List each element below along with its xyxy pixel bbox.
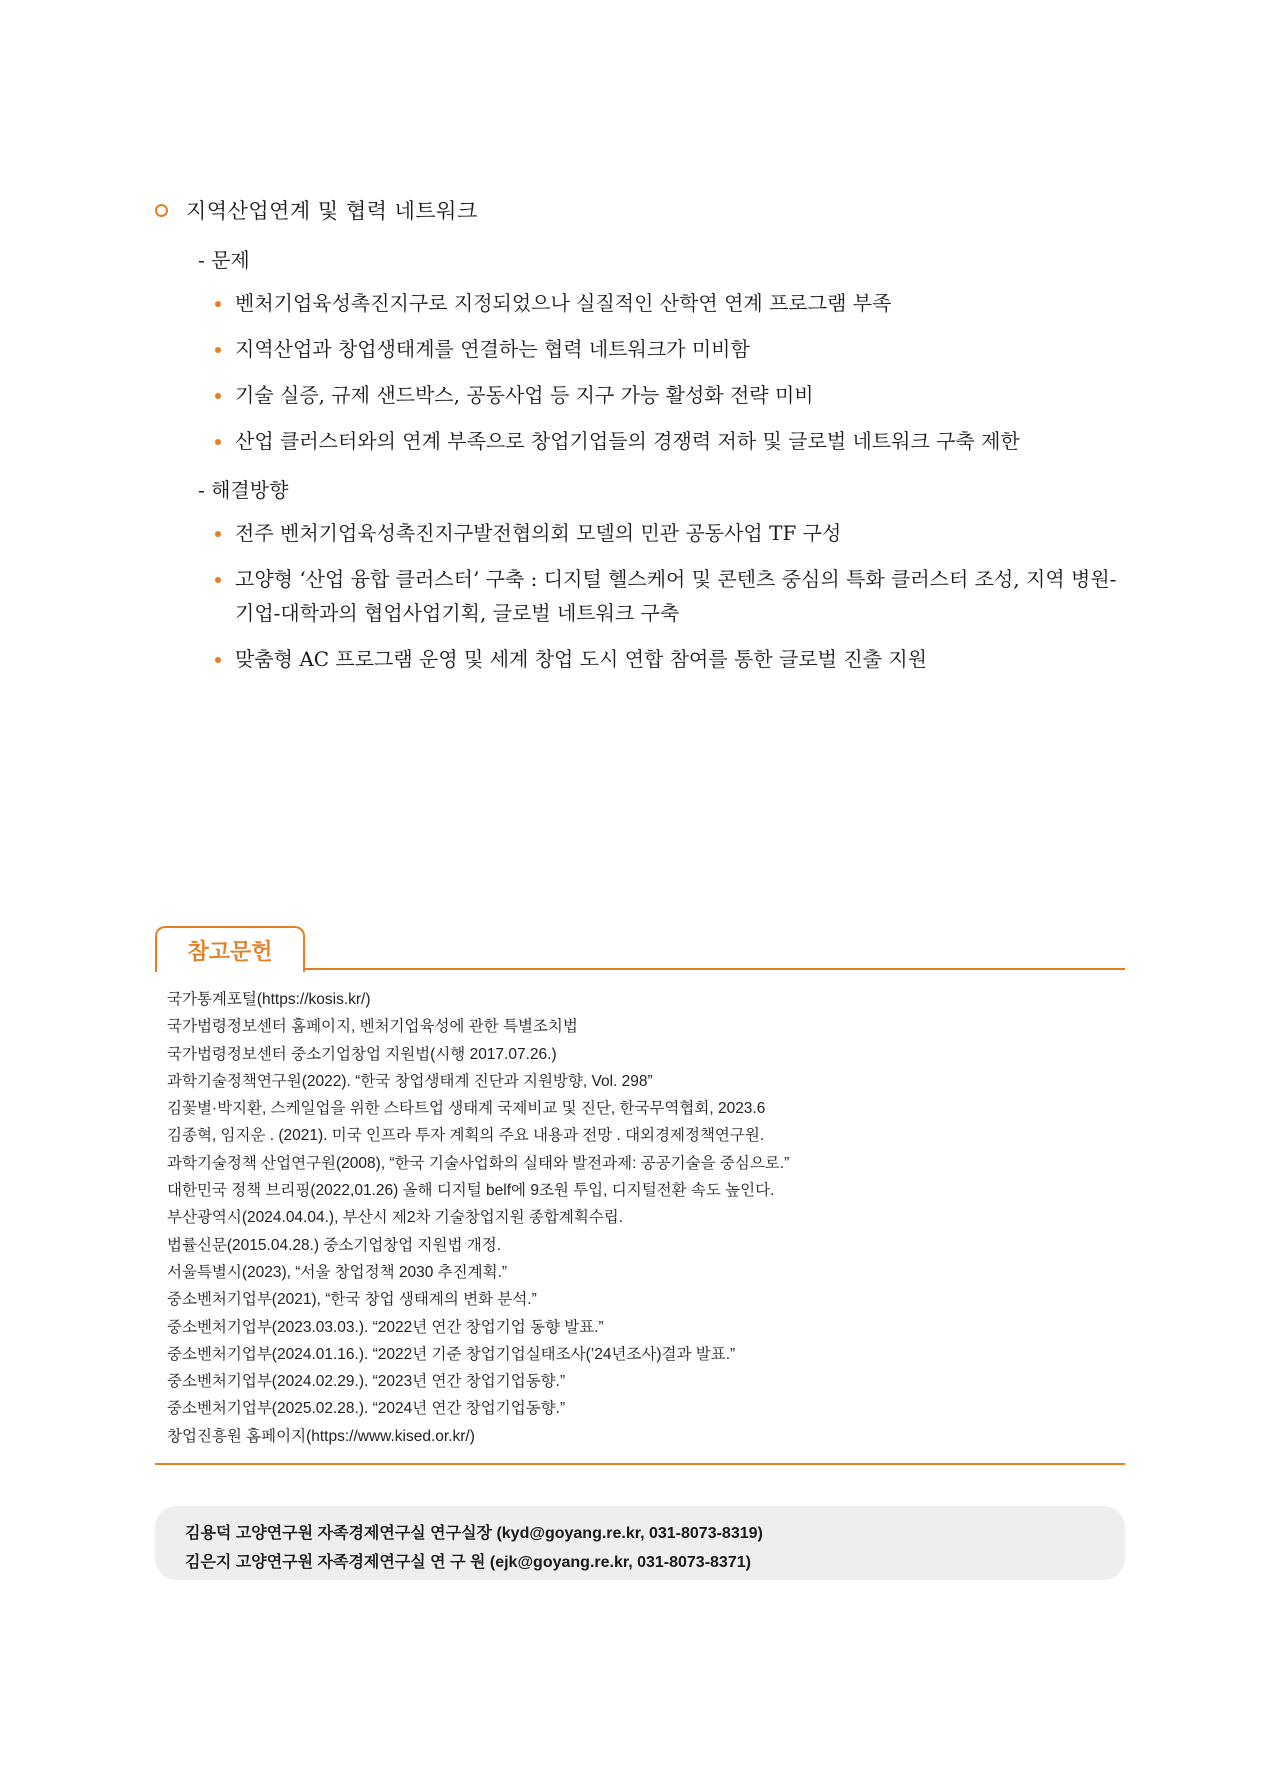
author-line: 김용덕 고양연구원 자족경제연구실 연구실장 (kyd@goyang.re.kr, 031-8073-8319) [185, 1525, 763, 1542]
references-tab [155, 926, 305, 972]
reference-item: 국가통계포털(https://kosis.kr/) [167, 991, 371, 1008]
references-bottom-divider [155, 1463, 1125, 1465]
reference-item: 과학기술정책 산업연구원(2008), “한국 기술사업화의 실태와 발전과제: 공공기술을 중심으로.” [167, 1154, 790, 1172]
section-title: 지역산업연계 및 협력 네트워크 [186, 199, 478, 223]
reference-item: 과학기술정책연구원(2022). “한국 창업생태계 진단과 지원방향, Vol. 298” [167, 1072, 653, 1090]
solution-label: - 해결방향 [198, 478, 289, 502]
bullet-dot-icon [215, 347, 221, 353]
reference-item: 부산광역시(2024.04.04.), 부산시 제2차 기술창업지원 종합계획수립. [167, 1209, 624, 1227]
bullet-dot-icon [215, 301, 221, 307]
section-heading [155, 195, 478, 225]
solution-item: 맞춤형 AC 프로그램 운영 및 세계 창업 도시 연합 참여를 통한 글로벌 진출 지원 [215, 642, 1135, 676]
reference-item: 대한민국 정책 브리핑(2022,01.26) 올해 디지털 belf에 9조원 투입, 디지털전환 속도 높인다. [167, 1182, 775, 1200]
bullet-dot-icon [215, 657, 221, 663]
reference-item: 국가법령정보센터 중소기업창업 지원법(시행 2017.07.26.) [167, 1045, 557, 1063]
author-line: 김은지 고양연구원 자족경제연구실 연 구 원 (ejk@goyang.re.kr, 031-8073-8371) [185, 1554, 751, 1571]
reference-item: 중소벤처기업부(2025.02.28.). “2024년 연간 창업기업동향.” [167, 1400, 566, 1418]
reference-item: 중소벤처기업부(2023.03.03.). “2022년 연간 창업기업 동향 발표.” [167, 1318, 604, 1336]
problem-label: - 문제 [198, 248, 250, 272]
author-info-box [155, 1506, 1125, 1580]
solution-item: 고양형 ‘산업 융합 클러스터’ 구축 : 디지털 헬스케어 및 콘텐츠 중심의 특화 클러스터 조성, 지역 병원-기업-대학과의 협업사업기획, 글로벌 네트워크 구축 [215, 562, 1135, 630]
reference-item: 김꽃별·박지환, 스케일업을 위한 스타트업 생태계 국제비교 및 진단, 한국무역협회, 2023.6 [167, 1100, 766, 1118]
reference-item: 중소벤처기업부(2024.02.29.). “2023년 연간 창업기업동향.” [167, 1373, 566, 1391]
problem-item: 지역산업과 창업생태계를 연결하는 협력 네트워크가 미비함 [215, 332, 1135, 366]
reference-item: 국가법령정보센터 홈페이지, 벤처기업육성에 관한 특별조치법 [167, 1018, 578, 1036]
reference-item: 중소벤처기업부(2024.01.16.). “2022년 기준 창업기업실태조사(’24년조사)결과 발표.” [167, 1345, 736, 1363]
reference-item: 서울특별시(2023), “서울 창업정책 2030 추진계획.” [167, 1263, 508, 1281]
reference-item: 김종혁, 임지운 . (2021). 미국 인프라 투자 계획의 주요 내용과 전망 . 대외경제정책연구원. [167, 1127, 765, 1145]
problem-item: 기술 실증, 규제 샌드박스, 공동사업 등 지구 가능 활성화 전략 미비 [215, 378, 1135, 412]
reference-item: 중소벤처기업부(2021), “한국 창업 생태계의 변화 분석.” [167, 1291, 537, 1309]
problem-item: 벤처기업육성촉진지구로 지정되었으나 실질적인 산학연 연계 프로그램 부족 [215, 286, 1135, 320]
reference-item: 법률신문(2015.04.28.) 중소기업창업 지원법 개정. [167, 1236, 502, 1254]
bullet-dot-icon [215, 439, 221, 445]
bullet-dot-icon [215, 531, 221, 537]
bullet-dot-icon [215, 393, 221, 399]
references-title: 참고문헌 [187, 939, 273, 965]
bullet-dot-icon [215, 577, 221, 583]
ring-bullet-icon [155, 204, 168, 217]
references-list [167, 986, 789, 1450]
solution-item: 전주 벤처기업육성촉진지구발전협의회 모델의 민관 공동사업 TF 구성 [215, 516, 1135, 550]
references-top-divider [305, 968, 1125, 970]
reference-item: 창업진흥원 홈페이지(https://www.kised.or.kr/) [167, 1427, 475, 1445]
problem-item: 산업 클러스터와의 연계 부족으로 창업기업들의 경쟁력 저하 및 글로벌 네트워크 구축 제한 [215, 424, 1135, 458]
